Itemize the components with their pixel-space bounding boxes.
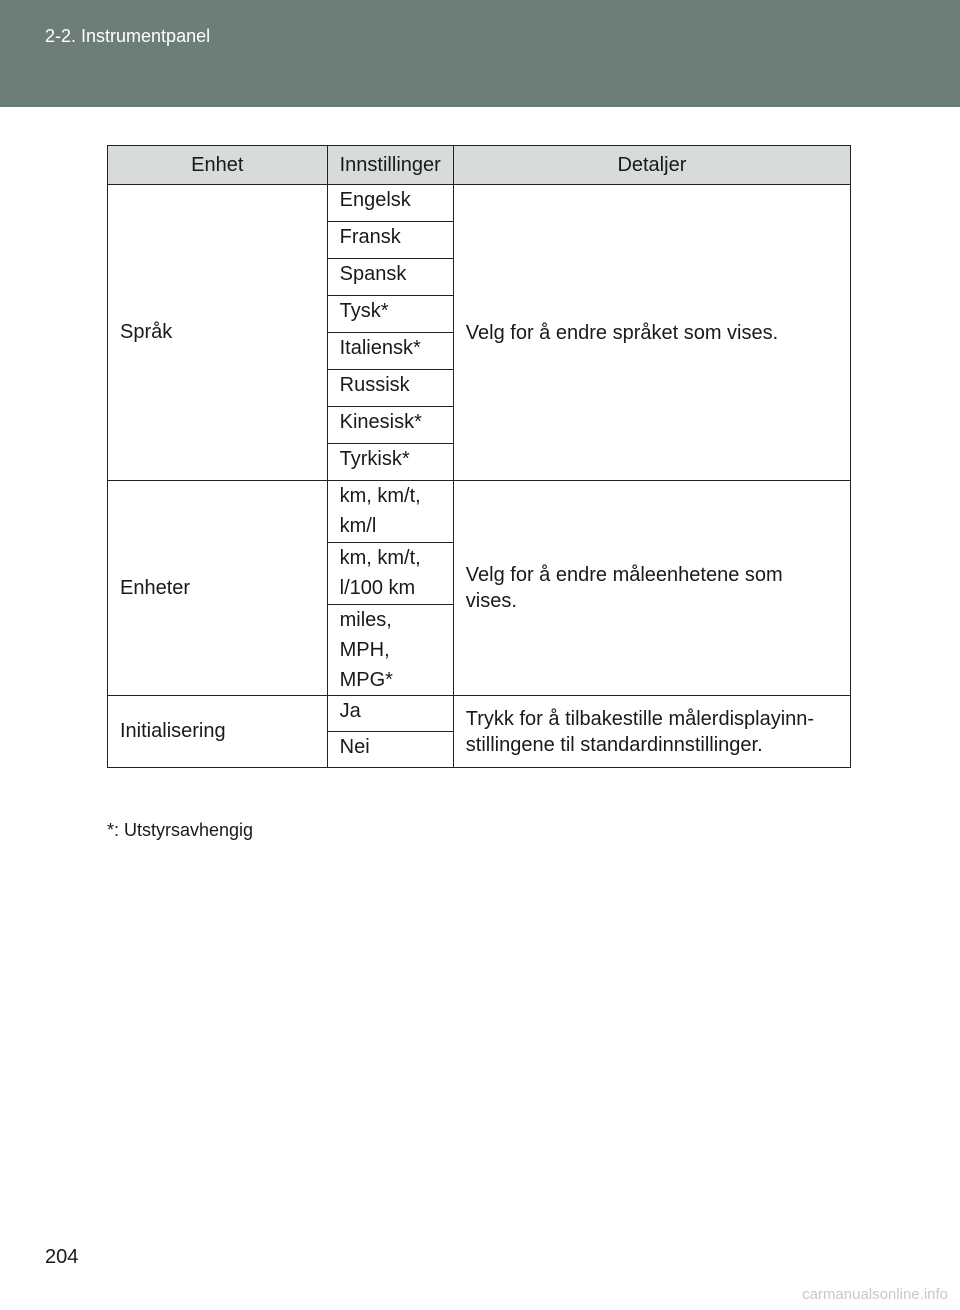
table-row xyxy=(108,481,851,543)
option-cell: Ja xyxy=(327,696,453,732)
watermark: carmanualsonline.info xyxy=(802,1286,948,1303)
option-cell: Engelsk xyxy=(327,185,453,222)
option-cell: Spansk xyxy=(327,259,453,296)
unit-cell-enheter: Enheter xyxy=(108,481,328,696)
header-innstillinger: Innstillinger xyxy=(327,146,453,185)
settings-table xyxy=(107,145,851,768)
option-cell: Nei xyxy=(327,732,453,768)
details-cell-initialisering: Trykk for å tilbakestille målerdisplayinn-stillingene til standardinnstillinger. xyxy=(453,696,850,768)
section-title: 2-2. Instrumentpanel xyxy=(45,26,211,46)
table-row xyxy=(108,185,851,222)
table-row xyxy=(108,696,851,732)
unit-cell-sprak: Språk xyxy=(108,185,328,481)
unit-cell-initialisering: Initialisering xyxy=(108,696,328,768)
option-cell: Russisk xyxy=(327,370,453,407)
header-detaljer: Detaljer xyxy=(453,146,850,185)
option-cell: Fransk xyxy=(327,222,453,259)
option-cell: Kinesisk* xyxy=(327,407,453,444)
header-bar xyxy=(0,0,960,107)
option-cell: Tysk* xyxy=(327,296,453,333)
option-cell: km, km/t, km/l xyxy=(327,481,453,543)
page-number: 204 xyxy=(45,1246,79,1268)
option-cell: Tyrkisk* xyxy=(327,444,453,481)
option-cell: miles, MPH, MPG* xyxy=(327,605,453,696)
table-header-row xyxy=(108,146,851,185)
details-cell-sprak: Velg for å endre språket som vises. xyxy=(453,185,850,481)
details-cell-enheter: Velg for å endre måleenhetene som vises. xyxy=(453,481,850,696)
option-cell: Italiensk* xyxy=(327,333,453,370)
footnote: *: Utstyrsavhengig xyxy=(107,820,254,840)
option-cell: km, km/t, l/100 km xyxy=(327,543,453,605)
header-enhet: Enhet xyxy=(108,146,328,185)
